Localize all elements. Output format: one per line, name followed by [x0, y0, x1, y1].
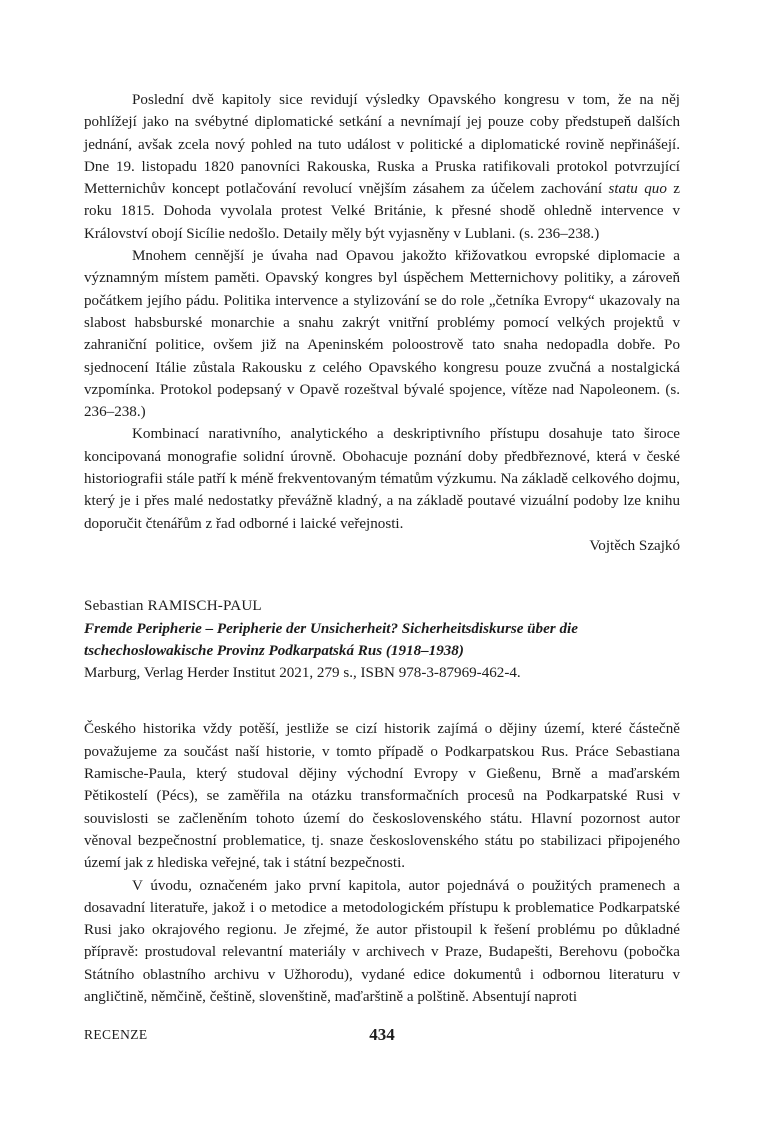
review2-author: Sebastian RAMISCH-PAUL — [84, 598, 262, 615]
review2-header — [84, 595, 680, 684]
review1-paragraph-3: Kombinací narativního, analytického a deskriptivního přístupu dosahuje tato široce koncipovaná monografie solidní úrovně. Obohacuje poznání doby předbřeznové, která v české historiografii stále patří k méně frekventovaným tématům výzkumu. Na základě celkového dojmu, který je i přes malé nedostatky převážně kladný, a na základě poutavé vizuální podoby lze knihu doporučit čtenářům z řad odborné i laické veřejnosti. — [84, 426, 680, 532]
review2-title-line2: tschechoslowakische Provinz Podkarpatská Rus (1918–1938) — [84, 642, 464, 659]
section-label: RECENZE — [84, 1027, 148, 1042]
review1-signature: Vojtěch Szajkó — [589, 537, 680, 554]
review2-paragraph-2: V úvodu, označeném jako první kapitola, autor pojednává o použitých pramenech a dosavadní literatuře, jakož i o metodice a metodologickém přístupu k problematice Podkarpatské Rusi jako okrajového regionu. Je zřejmé, že autor přistoupil k řešení problému po důkladné přípravě: prostudoval relevantní materiály v archivech v Praze, Budapešti, Berehovu (pobočka Státního oblastního archivu v Užhorodu), vydané edice dokumentů i odbornou literaturu v angličtině, němčině, češtině, slovenštině, maďarštině a polštině. Absentují naproti — [84, 877, 680, 1005]
page-body — [84, 89, 680, 1008]
page-number: 434 — [369, 1025, 395, 1044]
review1-paragraph-1: Poslední dvě kapitoly sice revidují výsledky Opavského kongresu v tom, že na něj pohlížejí jako na svébytné diplomatické setkání a nevnímají jej pouze coby předstupeň dalších jednání, avšak zcela nový pohled na tuto událost v politické a diplomatické rovině nepřinášejí. Dne 19. listopadu 1820 panovníci Rakouska, Ruska a Pruska ratifikovali protokol potvrzující Metternichův koncept potlačování revolucí vnějším zásahem za účelem zachování statu quo z roku 1815. Dohoda vyvolala protest Velké Británie, k přesné shodě ohledně intervence v Království obojí Sicílie nedošlo. Detaily měly být vyjasněny v Lublani. (s. 236–238.) — [84, 92, 680, 242]
review2-paragraph-1: Českého historika vždy potěší, jestliže se cizí historik zajímá o dějiny území, které částečně považujeme za součást naší historie, v tomto případě o Podkarpatskou Rus. Práce Sebastiana Ramische-Paula, který studoval dějiny východní Evropy v Gießenu, Brně a maďarském Pětikostelí (Pécs), se zaměřila na otázku transformačních procesů na Podkarpatské Rusi v souvislosti se začleněním tohoto území do československého státu. Hlavní pozornost autor věnoval bezpečnostní problematice, tj. snaze československého státu po stabilizaci připojeného území jak z hlediska veřejné, tak i státní bezpečnosti. — [84, 721, 680, 872]
review2-title-line1: Fremde Peripherie – Peripherie der Unsicherheit? Sicherheitsdiskurse über die — [84, 620, 578, 637]
page-footer — [84, 1027, 680, 1047]
review2-publication: Marburg, Verlag Herder Institut 2021, 279 s., ISBN 978-3-87969-462-4. — [84, 665, 521, 682]
italic-term: statu quo — [608, 181, 667, 198]
review1-paragraph-2: Mnohem cennější je úvaha nad Opavou jakožto křižovatkou evropské diplomacie a významným místem paměti. Opavský kongres byl úspěchem Metternichovy politiky, a zároveň počátkem jejího pádu. Politika intervence a stylizování se do role „četníka Evropy“ ukazovaly na slabost habsburské monarchie a snahu zakrýt vnitřní problémy pomocí velkých projektů v zahraniční politice, ovšem již na Apeninském poloostrově tato snaha nedopadla dobře. Po sjednocení Itálie zůstala Rakousku z celého Opavského kongresu pouze zvučná a nostalgická vzpomínka. Protokol podepsaný v Opavě rozeštval bývalé spojence, vítěze nad Napoleonem. (s. 236–238.) — [84, 248, 680, 421]
